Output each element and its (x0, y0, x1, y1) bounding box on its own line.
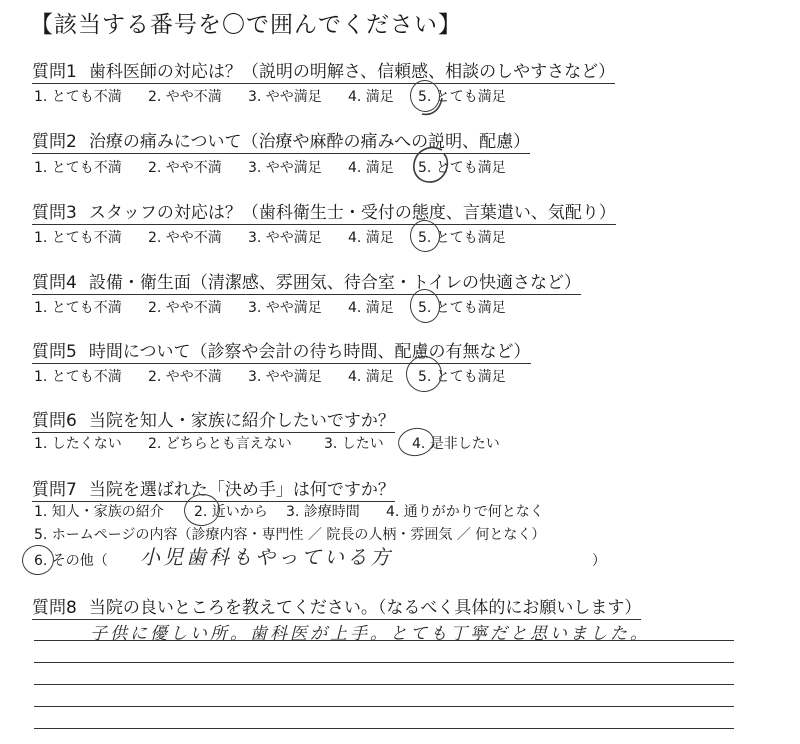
q6-option-4[interactable]: 4. 是非したい (412, 436, 500, 452)
q7-other-close: ） (592, 553, 606, 569)
answer-line-4 (34, 706, 734, 707)
question-1-number: 質問1 (32, 62, 77, 82)
q2-option-3[interactable]: 3. やや満足 (248, 160, 322, 176)
q8-handwritten-answer: 子供に優しい所。歯科医が上手。とても丁寧だと思いました。 (90, 624, 650, 644)
q1-pen-stroke (418, 96, 448, 118)
q6-option-3[interactable]: 3. したい (324, 436, 384, 452)
question-5-text: 時間について（診察や会計の待ち時間、配慮の有無など） (88, 342, 531, 362)
q1-option-2[interactable]: 2. やや不満 (148, 89, 222, 105)
question-6-title (32, 406, 395, 433)
question-4-number: 質問4 (32, 273, 77, 293)
question-3-title (32, 198, 616, 225)
q7-option-4[interactable]: 4. 通りがかりで何となく (386, 504, 544, 520)
question-5-number: 質問5 (32, 342, 77, 362)
q4-option-2[interactable]: 2. やや不満 (148, 300, 222, 316)
question-8-number: 質問8 (32, 598, 77, 618)
question-4-title (32, 268, 581, 295)
q4-option-1[interactable]: 1. とても不満 (34, 300, 122, 316)
question-1-text: 歯科医師の対応は？（説明の明解さ、信頼感、相談のしやすさなど） (88, 62, 616, 82)
question-5-title (32, 337, 531, 364)
q7-option-5[interactable]: 5. ホームページの内容（診療内容・専門性 ／ 院長の人柄・雰囲気 ／ 何となく） (34, 527, 546, 543)
question-2-text: 治療の痛みについて（治療や麻酔の痛みへの説明、配慮） (88, 132, 531, 152)
question-3-text: スタッフの対応は？（歯科衛生士・受付の態度、言葉遣い、気配り） (88, 203, 616, 223)
q2-option-1[interactable]: 1. とても不満 (34, 160, 122, 176)
q7-option-2[interactable]: 2. 近いから (194, 504, 268, 520)
answer-line-5 (34, 728, 734, 729)
q1-option-4[interactable]: 4. 満足 (348, 89, 394, 105)
question-2-number: 質問2 (32, 132, 77, 152)
question-3-number: 質問3 (32, 203, 77, 223)
answer-line-2 (34, 662, 734, 663)
q6-option-1[interactable]: 1. したくない (34, 436, 122, 452)
page-title: 【該当する番号を〇で囲んでください】 (30, 12, 462, 38)
q3-option-5[interactable]: 5. とても満足 (418, 230, 506, 246)
q5-option-1[interactable]: 1. とても不満 (34, 369, 122, 385)
q7-option-1[interactable]: 1. 知人・家族の紹介 (34, 504, 164, 520)
q3-option-4[interactable]: 4. 満足 (348, 230, 394, 246)
question-7-number: 質問7 (32, 480, 77, 500)
q5-option-2[interactable]: 2. やや不満 (148, 369, 222, 385)
q7-selection-circle-6 (20, 543, 56, 577)
question-8-text: 当院の良いところを教えてください。（なるべく具体的にお願いします） (88, 598, 642, 618)
q4-option-5[interactable]: 5. とても満足 (418, 300, 506, 316)
q1-option-1[interactable]: 1. とても不満 (34, 89, 122, 105)
question-8-title (32, 593, 641, 620)
answer-line-1 (34, 640, 734, 641)
q3-option-1[interactable]: 1. とても不満 (34, 230, 122, 246)
q5-option-5[interactable]: 5. とても満足 (418, 369, 506, 385)
q7-option-6[interactable]: 6. その他（ (34, 553, 108, 569)
q2-option-2[interactable]: 2. やや不満 (148, 160, 222, 176)
q2-option-5[interactable]: 5. とても満足 (418, 160, 506, 176)
q7-other-handwritten-answer: 小児歯科もやっている方 (140, 545, 393, 569)
q2-option-4[interactable]: 4. 満足 (348, 160, 394, 176)
q6-selection-circle (396, 426, 436, 459)
q3-option-3[interactable]: 3. やや満足 (248, 230, 322, 246)
question-1-title (32, 57, 615, 84)
answer-line-3 (34, 684, 734, 685)
q5-option-4[interactable]: 4. 満足 (348, 369, 394, 385)
q5-option-3[interactable]: 3. やや満足 (248, 369, 322, 385)
q6-option-2[interactable]: 2. どちらとも言えない (148, 436, 292, 452)
q1-option-5[interactable]: 5. とても満足 (418, 89, 506, 105)
q1-option-3[interactable]: 3. やや満足 (248, 89, 322, 105)
q4-option-4[interactable]: 4. 満足 (348, 300, 394, 316)
q7-option-3[interactable]: 3. 診療時間 (286, 504, 360, 520)
q3-option-2[interactable]: 2. やや不満 (148, 230, 222, 246)
question-6-number: 質問6 (32, 411, 77, 431)
question-2-title (32, 127, 530, 154)
question-6-text: 当院を知人・家族に紹介したいですか？ (88, 411, 395, 431)
question-4-text: 設備・衛生面（清潔感、雰囲気、待合室・トイレの快適さなど） (88, 273, 581, 293)
q2-selection-circle (408, 144, 454, 188)
question-7-text: 当院を選ばれた「決め手」は何ですか？ (88, 480, 395, 500)
q4-option-3[interactable]: 3. やや満足 (248, 300, 322, 316)
